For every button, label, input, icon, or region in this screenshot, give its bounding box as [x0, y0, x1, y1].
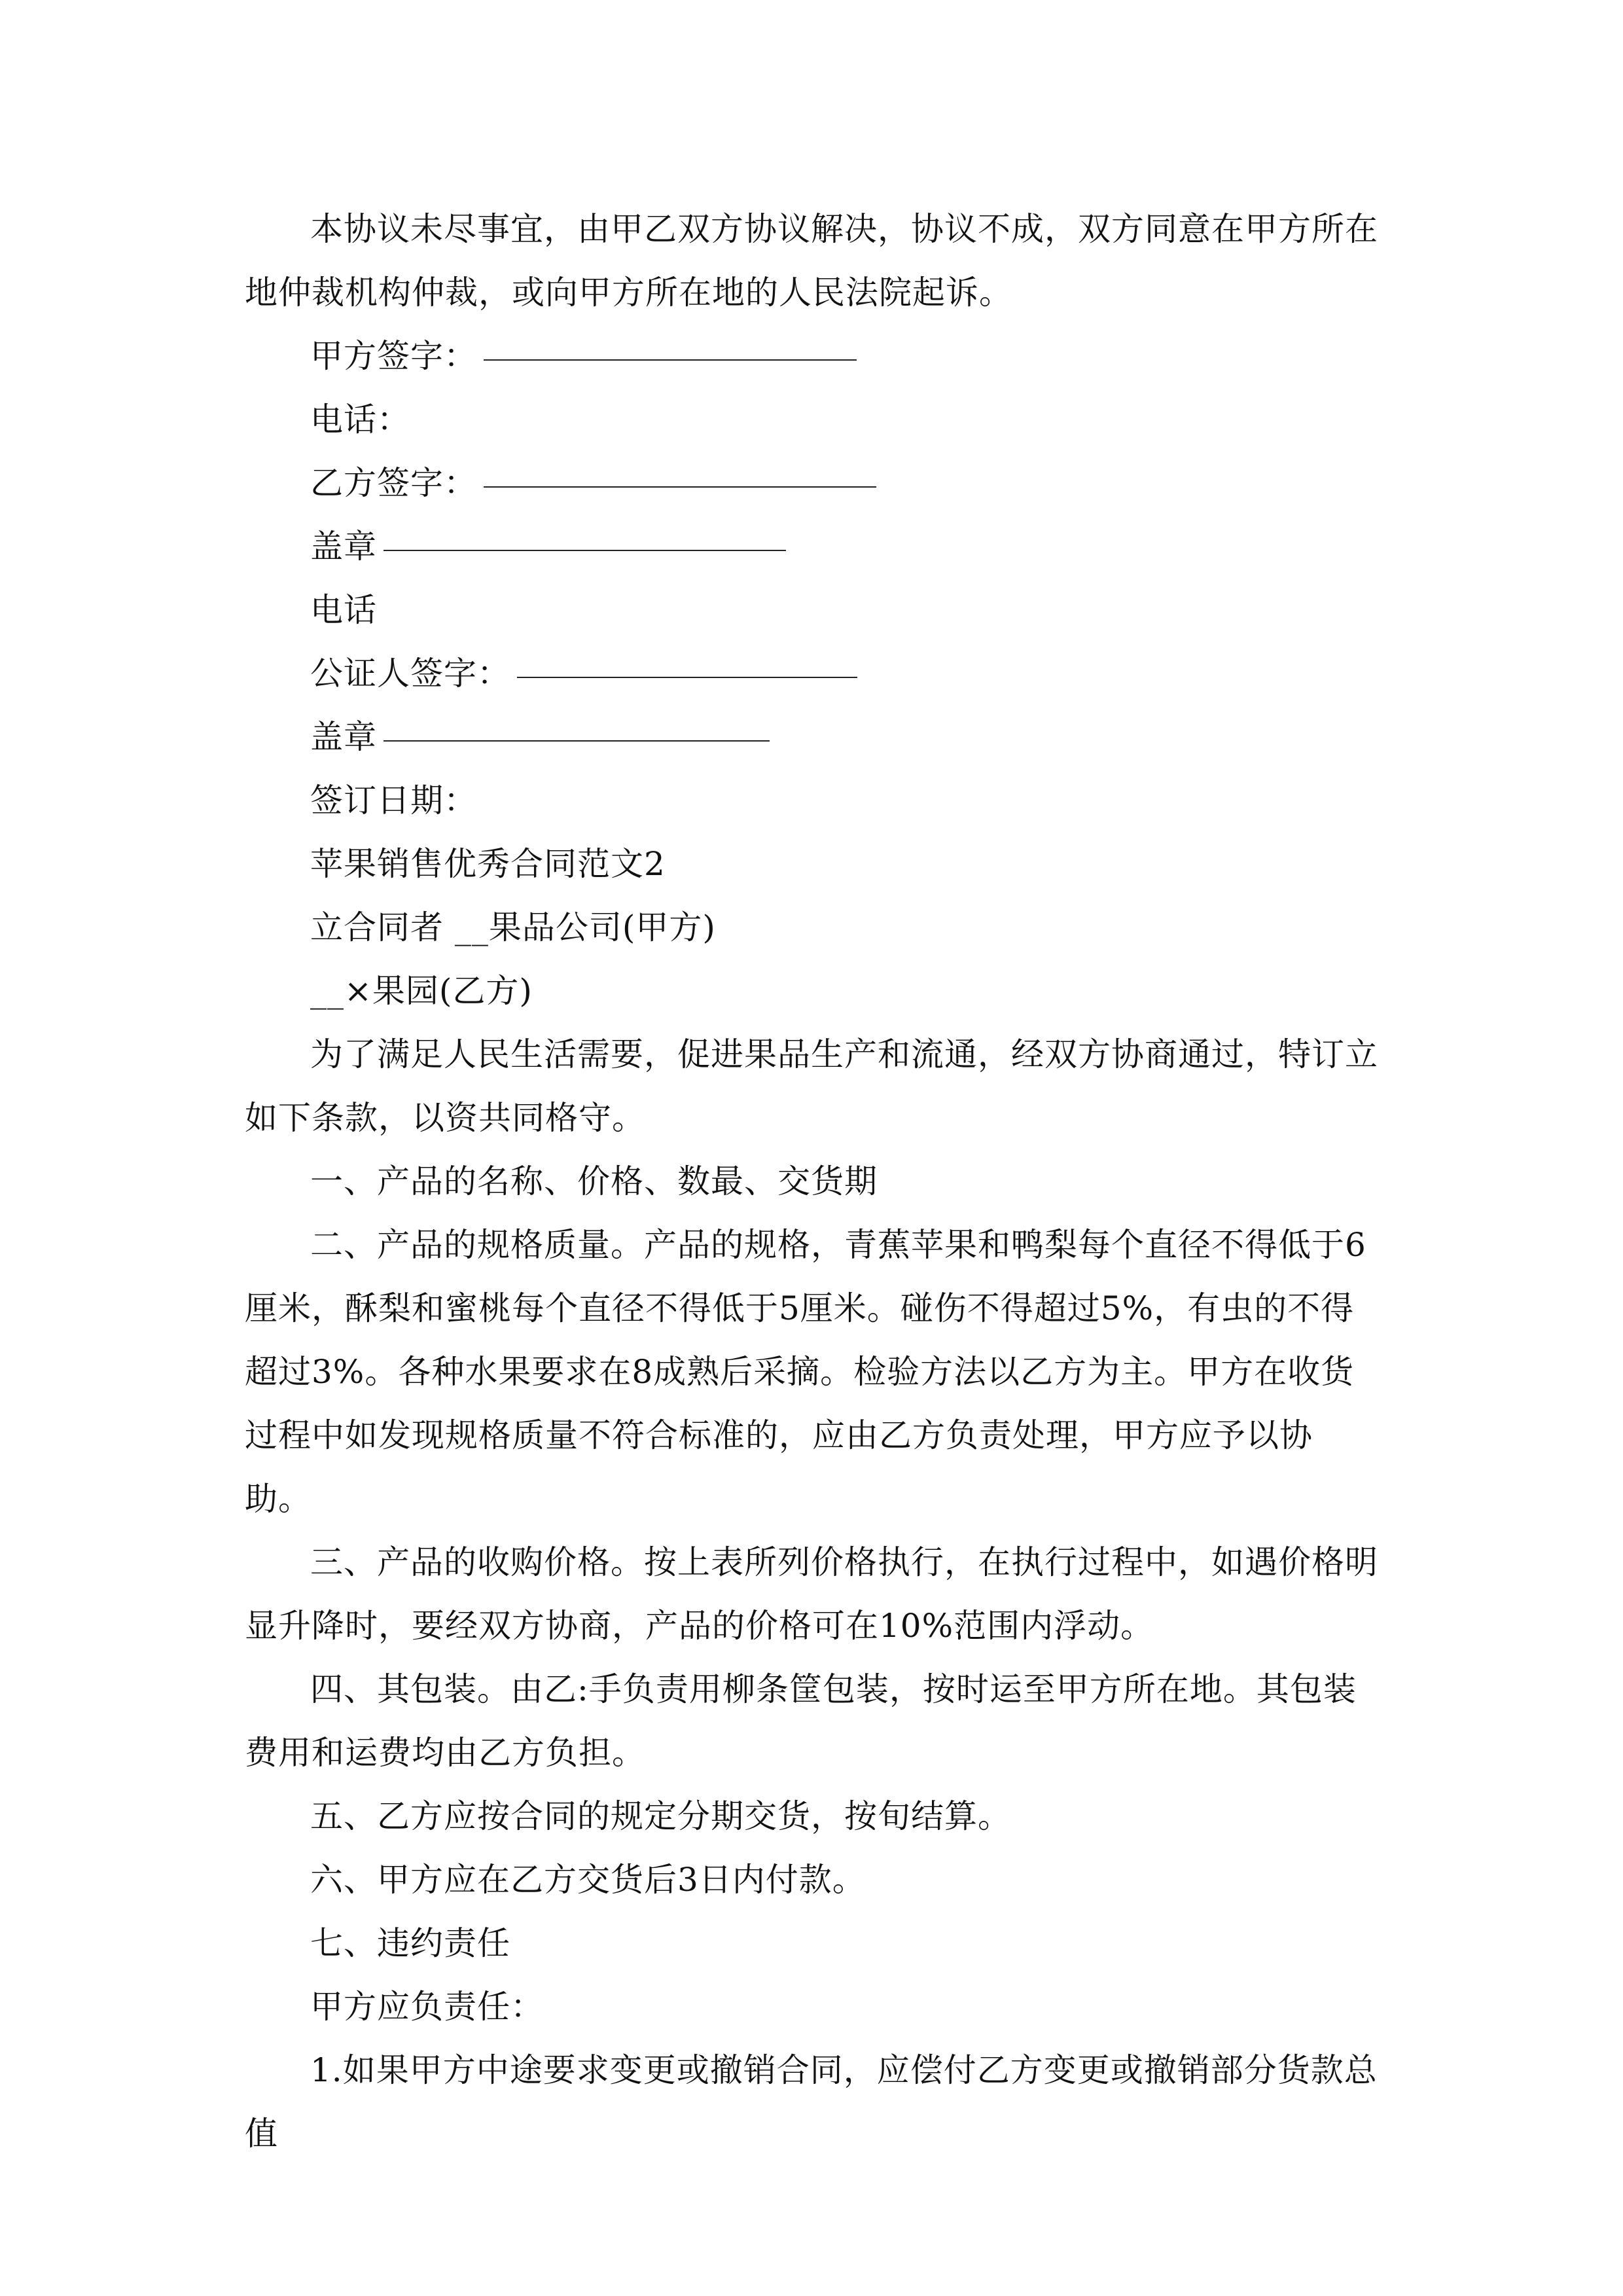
paragraph-dispute-resolution: 本协议未尽事宜，由甲乙双方协议解决，协议不成，双方同意在甲方所在地仲裁机构仲裁，或向甲方所在地的人民法院起诉。 — [245, 210, 1378, 312]
signing-date-label: 签订日期： — [310, 781, 477, 819]
section-title: 苹果销售优秀合同范文2 — [310, 845, 666, 883]
party-a-liability-heading: 甲方应负责任： — [310, 1988, 544, 2026]
seal-line-2 — [245, 706, 1378, 769]
clause-1: 一、产品的名称、价格、数最、交货期 — [310, 1162, 878, 1200]
clause-5: 五、乙方应按合同的规定分期交货，按旬结算。 — [310, 1797, 1011, 1835]
party-a-signature-label: 甲方签字： — [310, 337, 477, 375]
party-b-signature-line — [245, 452, 1378, 515]
seal-label-2: 盖章 — [310, 718, 377, 756]
seal-underline[interactable] — [383, 740, 770, 742]
document-body — [245, 198, 1378, 2166]
signature-underline[interactable] — [484, 486, 876, 488]
notary-signature-label: 公证人签字： — [310, 655, 510, 692]
signature-underline[interactable] — [517, 677, 857, 678]
paragraph-purpose: 为了满足人民生活需要，促进果品生产和流通，经双方协商通过，特订立如下条款，以资共同格守。 — [245, 1035, 1378, 1137]
phone-label-2: 电话 — [310, 591, 377, 629]
party-a-signature-line — [245, 325, 1378, 388]
contract-party-b: __×果园(乙方) — [310, 972, 533, 1010]
liability-item-1: 1.如果甲方中途要求变更或撤销合同，应偿付乙方变更或撤销部分货款总值 — [245, 2051, 1378, 2153]
clause-6: 六、甲方应在乙方交货后3日内付款。 — [310, 1861, 866, 1899]
clause-2: 二、产品的规格质量。产品的规格，青蕉苹果和鸭梨每个直径不得低于6厘米，酥梨和蜜桃每个直径不得低于5厘米。碰伤不得超过5%，有虫的不得超过3%。各种水果要求在8成熟后采摘。检验方法以乙方为主。甲方在收货过程中如发现规格质量不符合标准的，应由乙方负责处理，甲方应予以协助。 — [245, 1226, 1366, 1518]
clause-3: 三、产品的收购价格。按上表所列价格执行，在执行过程中，如遇价格明显升降时，要经双方协商，产品的价格可在10%范围内浮动。 — [245, 1543, 1378, 1645]
seal-label-1: 盖章 — [310, 528, 377, 565]
clause-7: 七、违约责任 — [310, 1924, 510, 1962]
notary-signature-line — [245, 642, 1378, 706]
seal-underline[interactable] — [383, 550, 786, 551]
party-a-phone-label: 电话： — [310, 401, 410, 439]
party-b-signature-label: 乙方签字： — [310, 464, 477, 502]
clause-4: 四、其包装。由乙:手负责用柳条筐包装，按时运至甲方所在地。其包装费用和运费均由乙方负担。 — [245, 1670, 1357, 1772]
contract-party-a: 立合同者 __果品公司(甲方) — [310, 908, 716, 946]
seal-line-1 — [245, 515, 1378, 579]
signature-underline[interactable] — [484, 359, 857, 361]
